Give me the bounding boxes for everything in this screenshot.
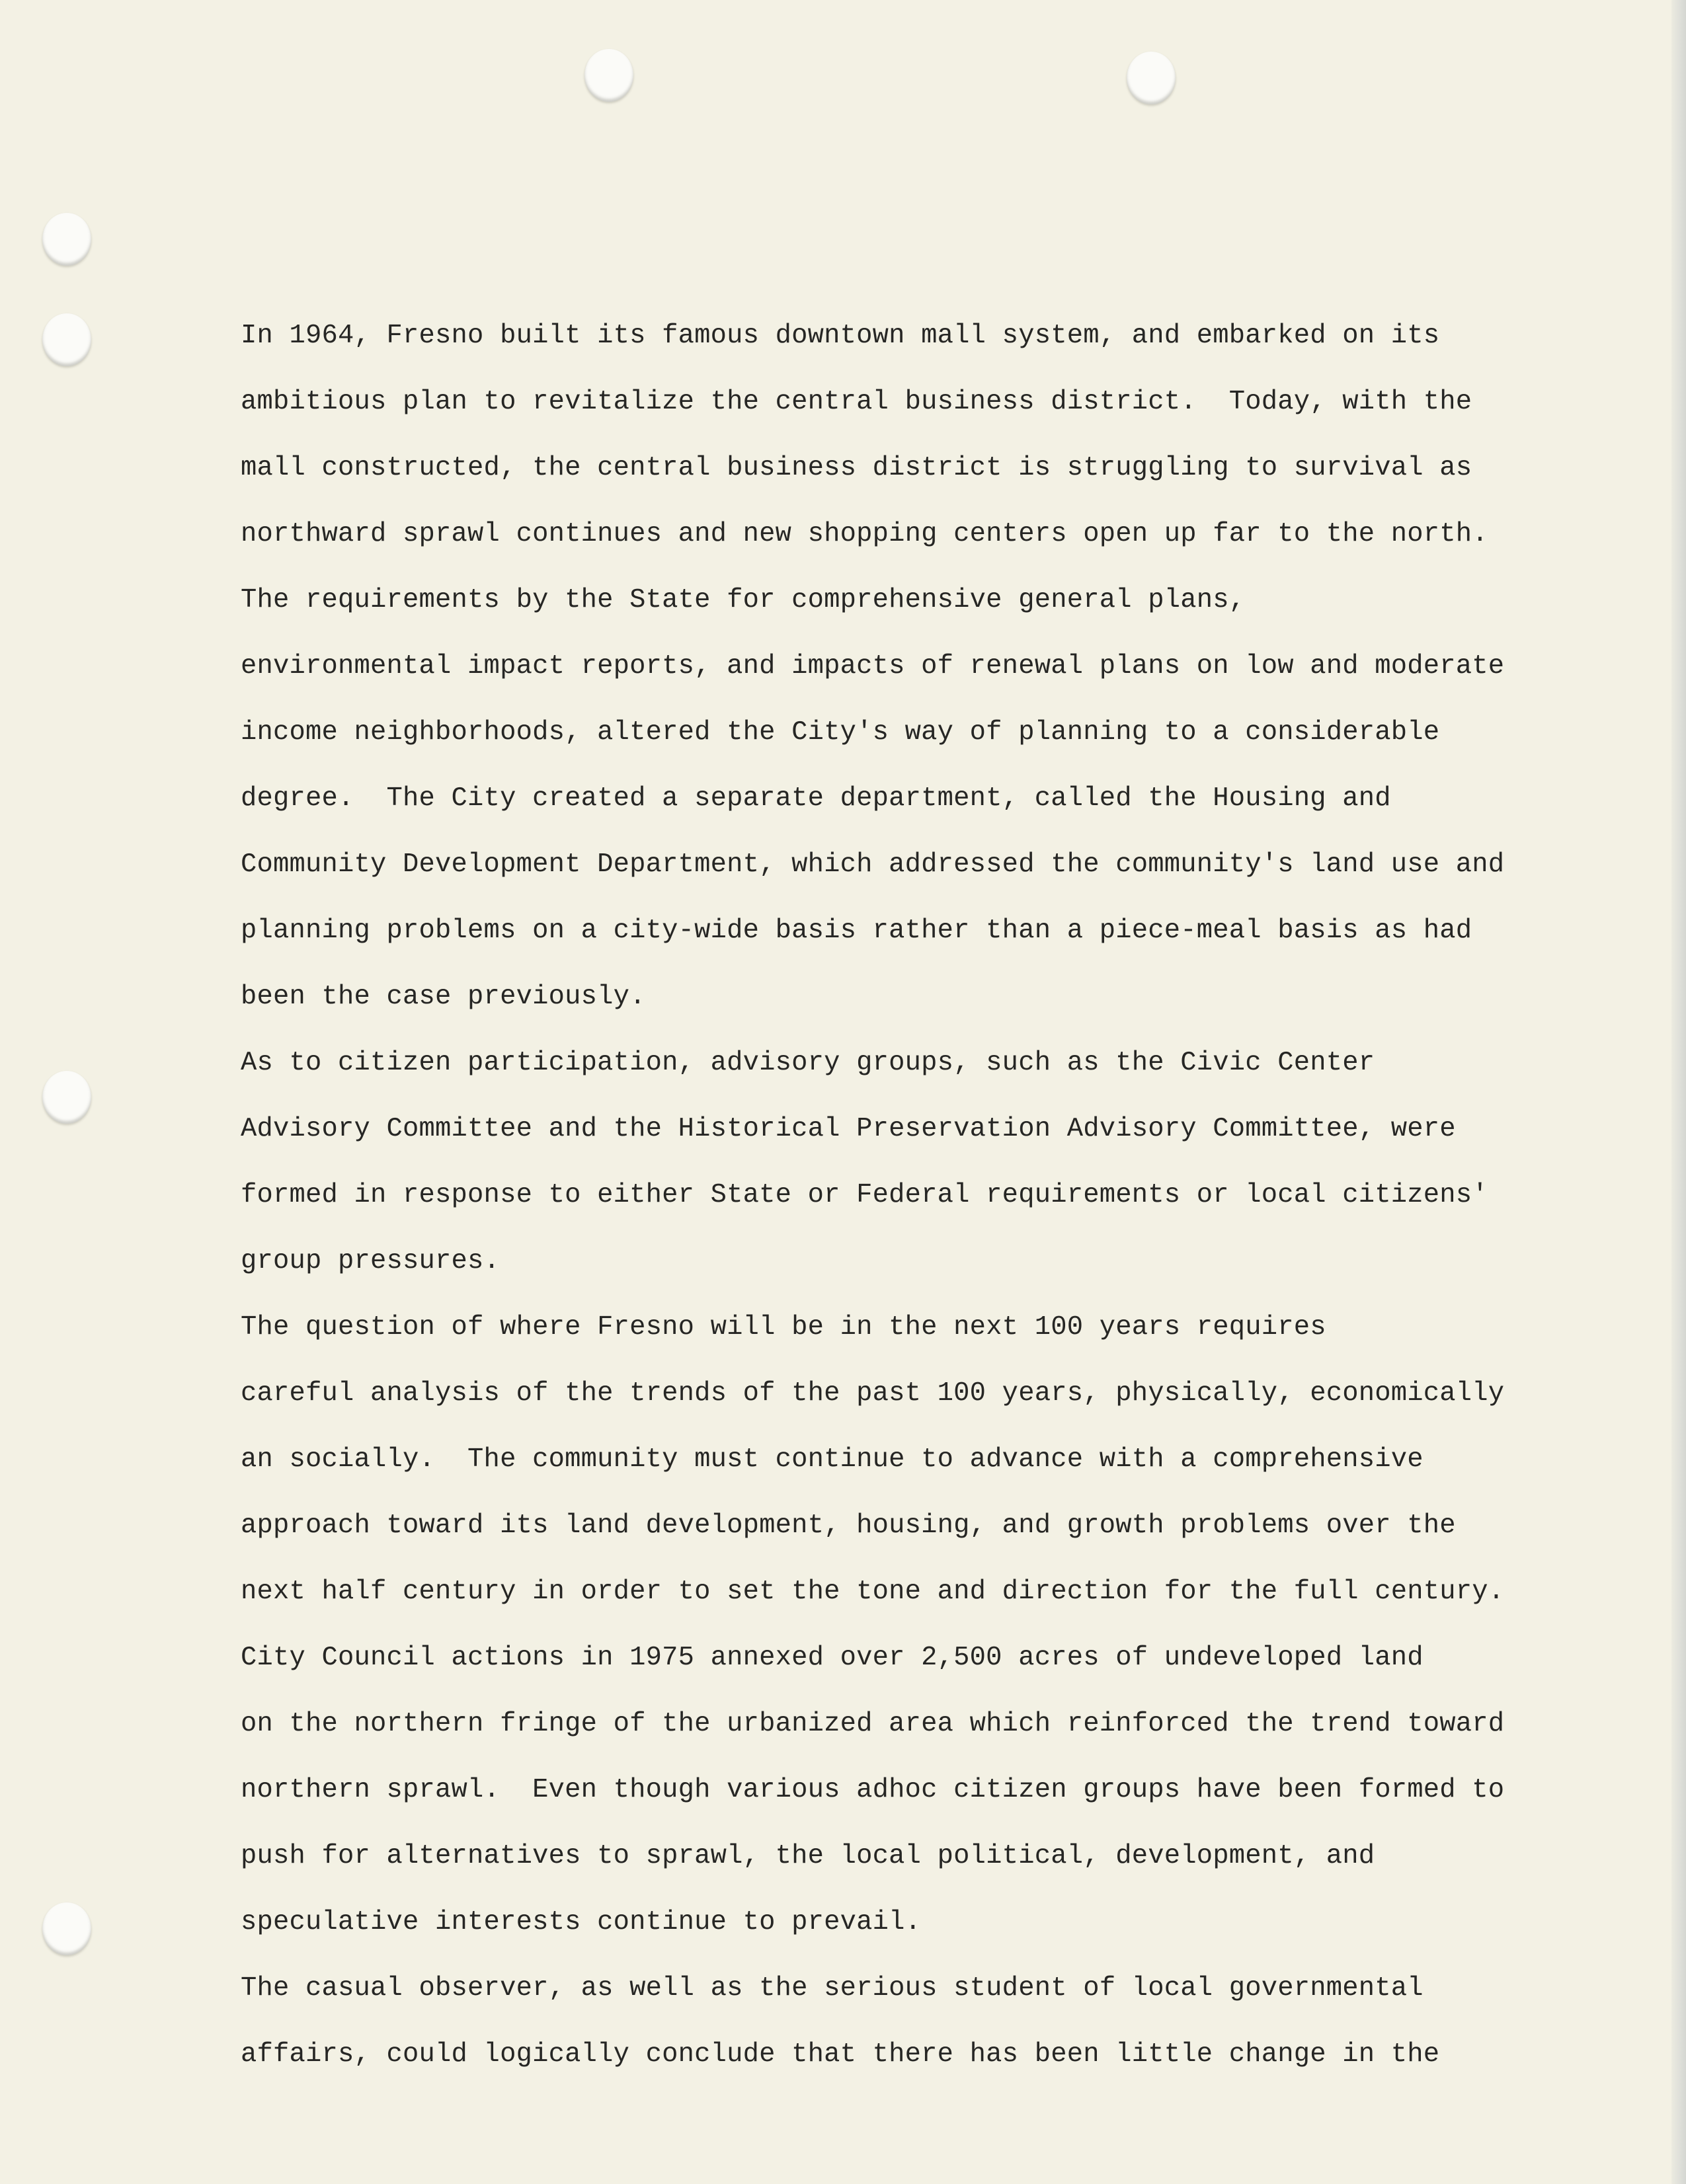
text-line: City Council actions in 1975 annexed over 2,500 acres of undeveloped land (241, 1643, 1424, 1673)
text-line: ambitious plan to revitalize the central business district. Today, with the (241, 387, 1472, 417)
paragraph-city-council (159, 1625, 1505, 1955)
text-line: The question of where Fresno will be in the next 100 years requires (241, 1312, 1326, 1343)
text-line: approach toward its land development, housing, and growth problems over the (241, 1510, 1456, 1541)
text-line: northern sprawl. Even though various adhoc citizen groups have been formed to (241, 1775, 1505, 1805)
text-line: speculative interests continue to prevail. (241, 1907, 922, 1937)
text-line: on the northern fringe of the urbanized area which reinforced the trend toward (241, 1709, 1505, 1739)
text-line: been the case previously. (241, 982, 646, 1012)
paragraph-citizen-participation (159, 1030, 1488, 1294)
text-line: environmental impact reports, and impacts of renewal plans on low and moderate (241, 651, 1505, 682)
text-line: As to citizen participation, advisory groups, such as the Civic Center (241, 1048, 1375, 1078)
text-line: northward sprawl continues and new shopping centers open up far to the north. (241, 519, 1488, 549)
text-line: The requirements by the State for comprehensive general plans, (241, 585, 1246, 615)
paragraph-next-100-years (159, 1294, 1505, 1625)
text-line: Community Development Department, which addressed the community's land use and (241, 849, 1505, 880)
punch-hole (584, 49, 633, 102)
punch-hole (42, 1902, 91, 1955)
text-line: next half century in order to set the tone and direction for the full century. (241, 1577, 1505, 1607)
page-edge (1671, 0, 1686, 2184)
paragraph-state-requirements (159, 567, 1505, 1030)
text-line: planning problems on a city-wide basis rather than a piece-meal basis as had (241, 916, 1472, 946)
text-line: formed in response to either State or Federal requirements or local citizens' (241, 1180, 1488, 1210)
text-line: group pressures. (241, 1246, 501, 1276)
text-line: careful analysis of the trends of the past 100 years, physically, economically (241, 1378, 1505, 1409)
punch-hole (42, 213, 91, 266)
punch-hole (42, 1071, 91, 1124)
text-line: Advisory Committee and the Historical Preservation Advisory Committee, were (241, 1114, 1456, 1144)
document-body (159, 303, 1505, 2087)
text-line: In 1964, Fresno built its famous downtown mall system, and embarked on its (241, 321, 1440, 351)
paragraph-mall-system (159, 303, 1488, 567)
text-line: income neighborhoods, altered the City's way of planning to a considerable (241, 717, 1440, 748)
text-line: affairs, could logically conclude that there has been little change in the (241, 2039, 1440, 2070)
punch-hole (42, 313, 91, 366)
text-line: push for alternatives to sprawl, the local political, development, and (241, 1841, 1375, 1871)
text-line: The casual observer, as well as the serious student of local governmental (241, 1973, 1424, 2004)
punch-hole (1127, 52, 1176, 104)
paragraph-casual-observer (159, 1955, 1488, 2087)
text-line: an socially. The community must continue to advance with a comprehensive (241, 1444, 1424, 1475)
text-line: mall constructed, the central business district is struggling to survival as (241, 453, 1472, 483)
text-line: degree. The City created a separate department, called the Housing and (241, 783, 1391, 814)
